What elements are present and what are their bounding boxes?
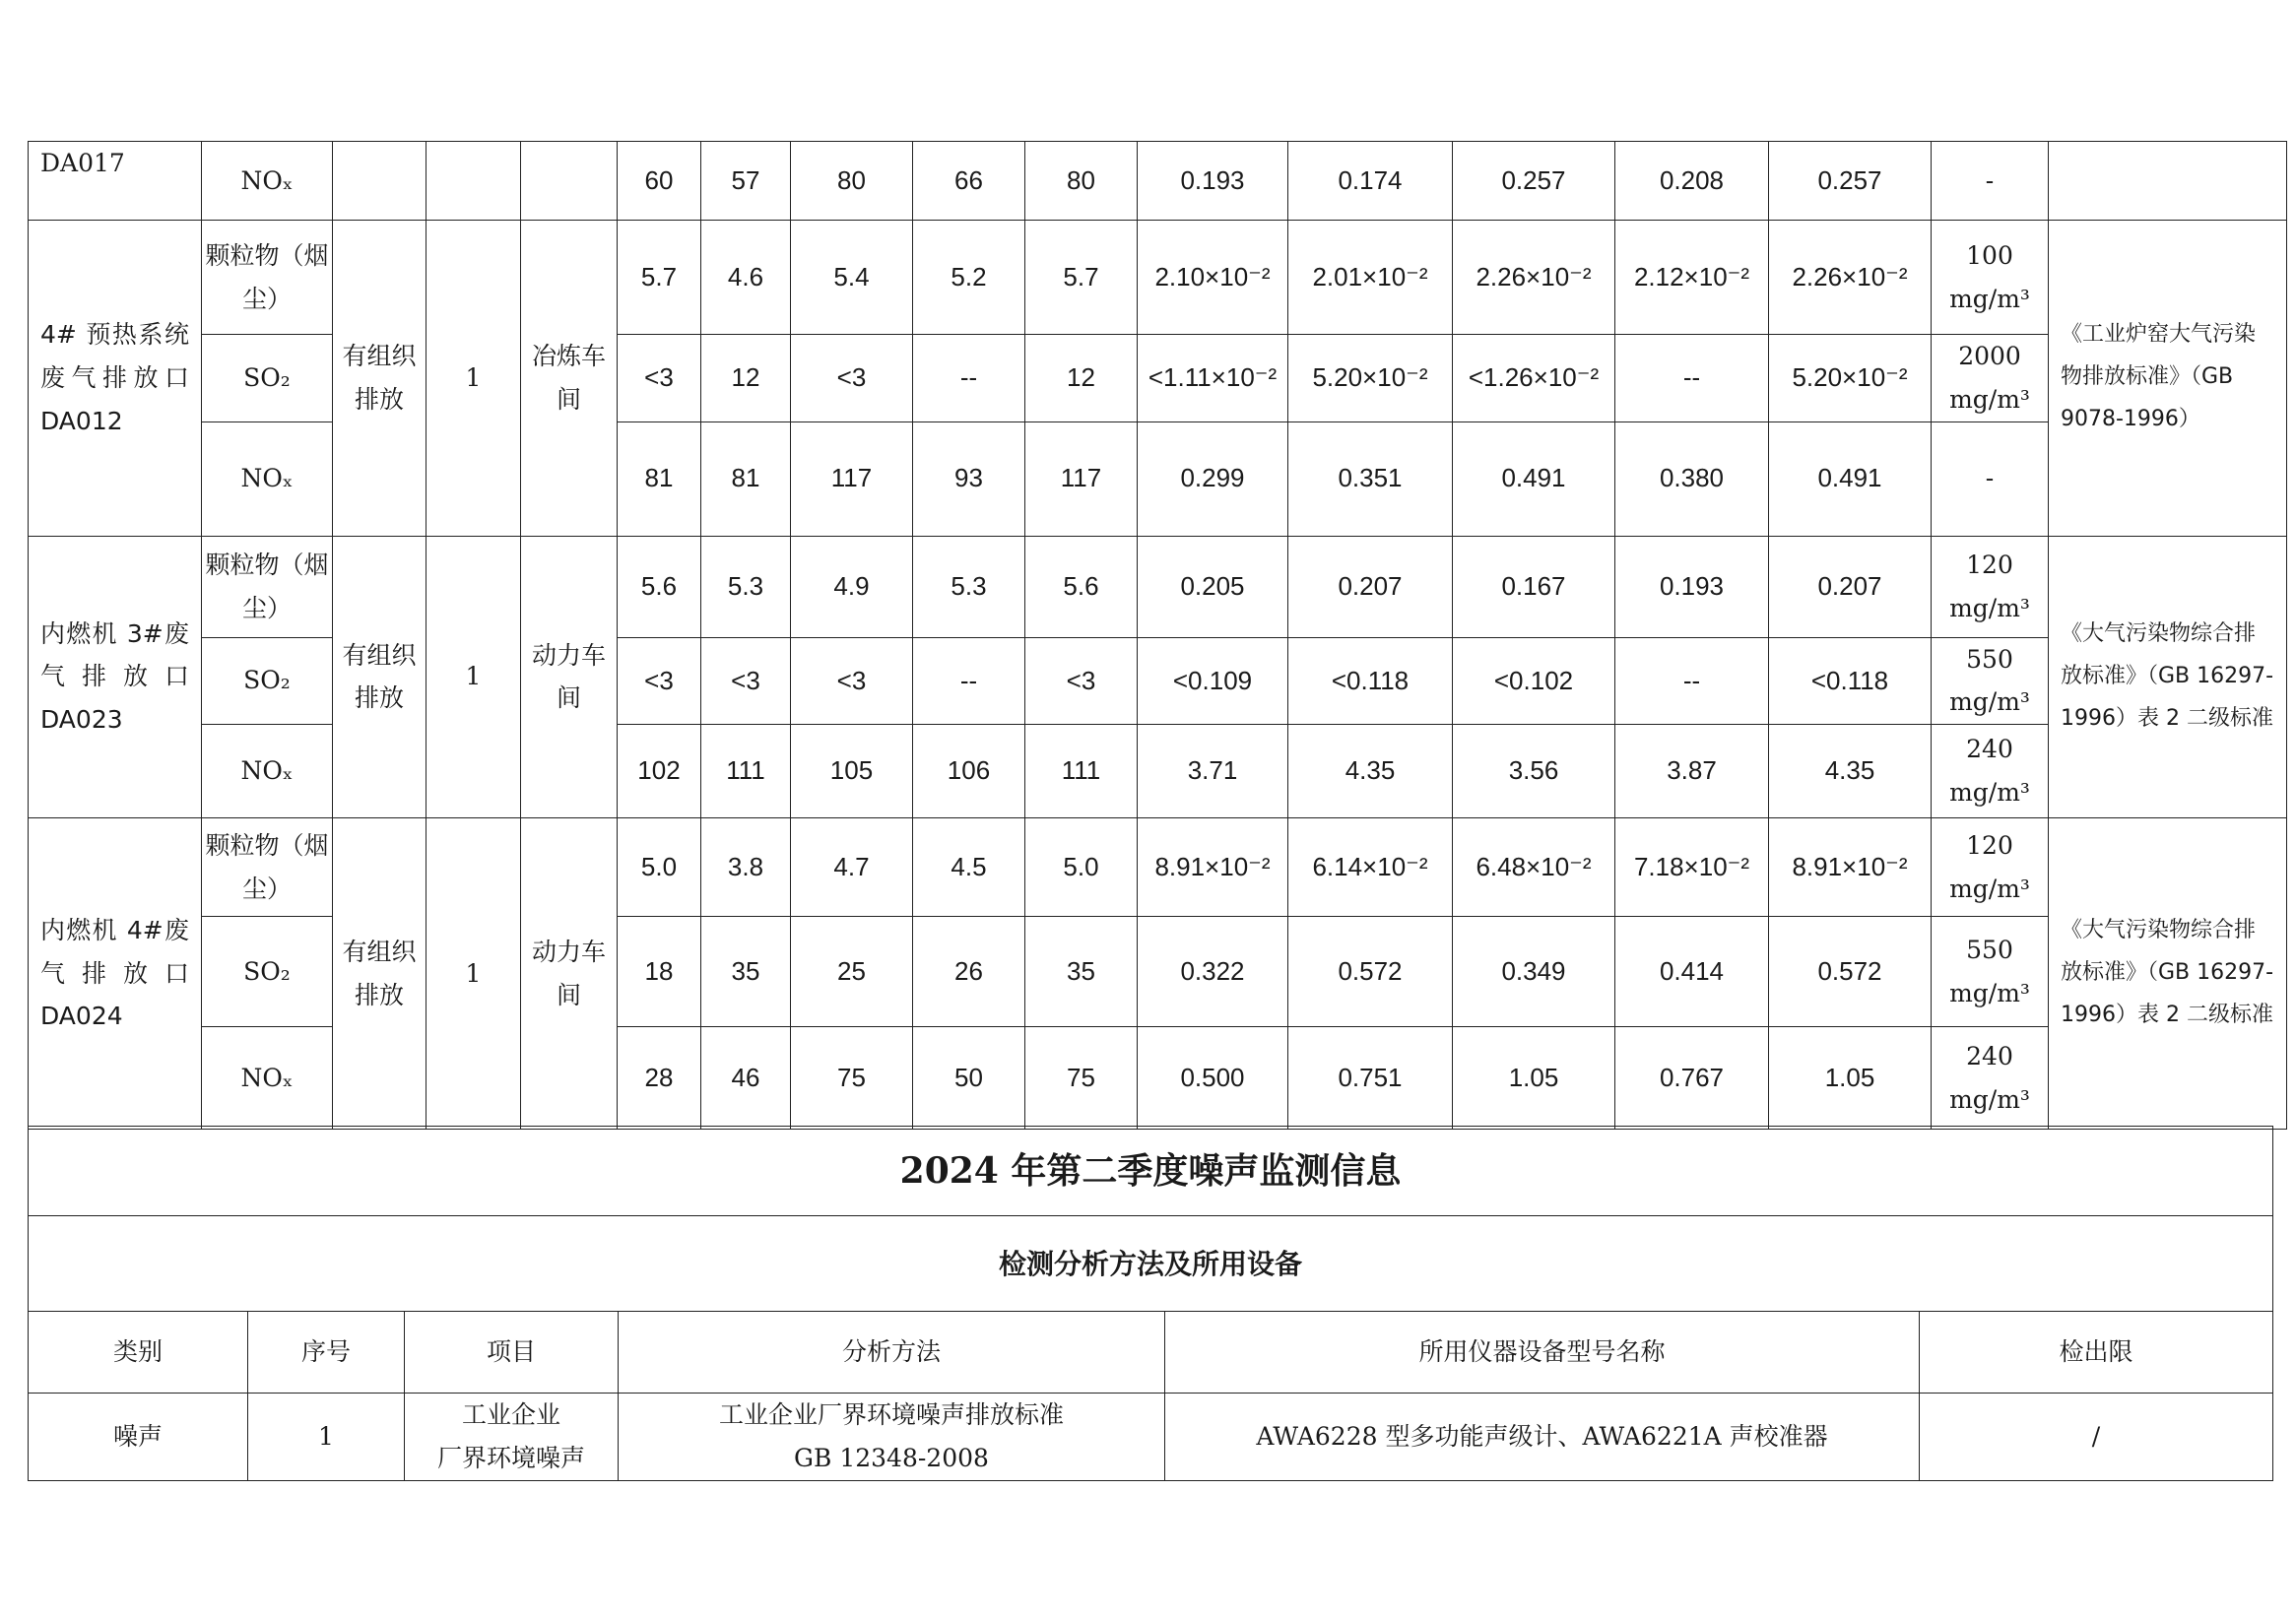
concentration-value: 4.9	[791, 536, 913, 637]
concentration-value: 5.3	[701, 536, 791, 637]
concentration-value: 5.4	[791, 221, 913, 335]
rate-value: 0.491	[1453, 421, 1615, 536]
concentration-value: 105	[791, 725, 913, 818]
noise-equipment: AWA6228 型多功能声级计、AWA6221A 声校准器	[1165, 1394, 1920, 1481]
concentration-value: 80	[791, 142, 913, 221]
concentration-value: 75	[1025, 1027, 1138, 1130]
rate-value: 2.10×10⁻²	[1138, 221, 1288, 335]
rate-value: 3.56	[1453, 725, 1615, 818]
rate-value: 4.35	[1288, 725, 1453, 818]
outlet-count: 1	[426, 818, 521, 1130]
concentration-value: --	[913, 335, 1025, 422]
rate-value: 1.05	[1769, 1027, 1932, 1130]
header-equipment: 所用仪器设备型号名称	[1165, 1312, 1920, 1394]
concentration-value: 5.7	[1025, 221, 1138, 335]
emission-type: 有组织排放	[333, 536, 426, 818]
emission-limit: 100 mg/m³	[1932, 221, 2049, 335]
concentration-value: 5.6	[1025, 536, 1138, 637]
outlet-name: DA017	[29, 142, 202, 221]
concentration-value: 25	[791, 917, 913, 1027]
noise-category: 噪声	[29, 1394, 248, 1481]
rate-value: <0.109	[1138, 637, 1288, 725]
applicable-standard: 《工业炉窑大气污染物排放标准》（GB 9078-1996）	[2049, 221, 2287, 537]
emission-limit: 550 mg/m³	[1932, 917, 2049, 1027]
emission-limit: 120 mg/m³	[1932, 536, 2049, 637]
pollutant-name: 颗粒物（烟尘）	[202, 818, 333, 917]
concentration-value: 93	[913, 421, 1025, 536]
pollutant-name: 颗粒物（烟尘）	[202, 221, 333, 335]
pollutant-name: NOₓ	[202, 1027, 333, 1130]
applicable-standard: 《大气污染物综合排放标准》（GB 16297-1996）表 2 二级标准	[2049, 536, 2287, 818]
concentration-value: 5.3	[913, 536, 1025, 637]
concentration-value: 117	[1025, 421, 1138, 536]
rate-value: 0.572	[1769, 917, 1932, 1027]
rate-value: 0.205	[1138, 536, 1288, 637]
rate-value: 0.349	[1453, 917, 1615, 1027]
rate-value: 0.500	[1138, 1027, 1288, 1130]
concentration-value: 12	[1025, 335, 1138, 422]
concentration-value: 66	[913, 142, 1025, 221]
rate-value: 0.257	[1769, 142, 1932, 221]
rate-value: 1.05	[1453, 1027, 1615, 1130]
concentration-value: 102	[618, 725, 701, 818]
header-method: 分析方法	[619, 1312, 1165, 1394]
concentration-value: 80	[1025, 142, 1138, 221]
concentration-value: 111	[1025, 725, 1138, 818]
concentration-value: <3	[618, 335, 701, 422]
pollutant-name: NOₓ	[202, 725, 333, 818]
concentration-value: 60	[618, 142, 701, 221]
rate-value: 8.91×10⁻²	[1138, 818, 1288, 917]
noise-method-line2: GB 12348-2008	[794, 1443, 989, 1472]
rate-value: 6.14×10⁻²	[1288, 818, 1453, 917]
concentration-value: 35	[701, 917, 791, 1027]
rate-value: 2.01×10⁻²	[1288, 221, 1453, 335]
noise-detection-limit: /	[1920, 1394, 2273, 1481]
header-category: 类别	[29, 1312, 248, 1394]
rate-value: 3.87	[1615, 725, 1769, 818]
rate-value: 0.380	[1615, 421, 1769, 536]
rate-value: <1.26×10⁻²	[1453, 335, 1615, 422]
concentration-value: 26	[913, 917, 1025, 1027]
concentration-value: 75	[791, 1027, 913, 1130]
pollutant-name: SO₂	[202, 335, 333, 422]
concentration-value: 18	[618, 917, 701, 1027]
rate-value: 0.414	[1615, 917, 1769, 1027]
emission-row	[29, 536, 2287, 637]
emission-table-body	[29, 142, 2287, 1130]
outlet-count: 1	[426, 221, 521, 537]
rate-value: <0.118	[1769, 637, 1932, 725]
rate-value: <1.11×10⁻²	[1138, 335, 1288, 422]
rate-value: 7.18×10⁻²	[1615, 818, 1769, 917]
concentration-value: 4.5	[913, 818, 1025, 917]
rate-value: 2.26×10⁻²	[1769, 221, 1932, 335]
concentration-value: 5.7	[618, 221, 701, 335]
noise-data-row	[29, 1394, 2273, 1481]
concentration-value: <3	[1025, 637, 1138, 725]
emission-row	[29, 818, 2287, 917]
concentration-value: 28	[618, 1027, 701, 1130]
rate-value: 0.299	[1138, 421, 1288, 536]
concentration-value: 117	[791, 421, 913, 536]
emission-monitoring-table	[28, 141, 2287, 1130]
concentration-value: 5.0	[618, 818, 701, 917]
rate-value: 0.207	[1769, 536, 1932, 637]
concentration-value: <3	[618, 637, 701, 725]
concentration-value: 106	[913, 725, 1025, 818]
noise-number: 1	[248, 1394, 405, 1481]
rate-value: 0.174	[1288, 142, 1453, 221]
emission-limit: 240 mg/m³	[1932, 725, 2049, 818]
pollutant-name: SO₂	[202, 917, 333, 1027]
emission-row	[29, 142, 2287, 221]
rate-value: 2.12×10⁻²	[1615, 221, 1769, 335]
emission-limit: -	[1932, 142, 2049, 221]
noise-item	[405, 1394, 619, 1481]
outlet-name: 内燃机 3#废气排放口 DA023	[29, 536, 202, 818]
rate-value: 3.71	[1138, 725, 1288, 818]
header-detection-limit: 检出限	[1920, 1312, 2273, 1394]
header-number: 序号	[248, 1312, 405, 1394]
rate-value: <0.118	[1288, 637, 1453, 725]
rate-value: 0.572	[1288, 917, 1453, 1027]
header-item: 项目	[405, 1312, 619, 1394]
concentration-value: 35	[1025, 917, 1138, 1027]
rate-value: 0.167	[1453, 536, 1615, 637]
emission-limit: 550 mg/m³	[1932, 637, 2049, 725]
workshop	[521, 142, 618, 221]
emission-limit: 120 mg/m³	[1932, 818, 2049, 917]
noise-monitoring-table	[28, 1126, 2273, 1481]
concentration-value: 50	[913, 1027, 1025, 1130]
rate-value: 6.48×10⁻²	[1453, 818, 1615, 917]
concentration-value: <3	[791, 637, 913, 725]
rate-value: 0.351	[1288, 421, 1453, 536]
concentration-value: <3	[791, 335, 913, 422]
workshop: 动力车间	[521, 818, 618, 1130]
workshop: 冶炼车间	[521, 221, 618, 537]
emission-row	[29, 221, 2287, 335]
applicable-standard: 《大气污染物综合排放标准》（GB 16297-1996）表 2 二级标准	[2049, 818, 2287, 1130]
concentration-value: 3.8	[701, 818, 791, 917]
workshop: 动力车间	[521, 536, 618, 818]
rate-value: 0.208	[1615, 142, 1769, 221]
rate-value: 0.767	[1615, 1027, 1769, 1130]
emission-limit: 240 mg/m³	[1932, 1027, 2049, 1130]
concentration-value: 5.6	[618, 536, 701, 637]
concentration-value: 4.6	[701, 221, 791, 335]
concentration-value: --	[913, 637, 1025, 725]
concentration-value: 12	[701, 335, 791, 422]
concentration-value: <3	[701, 637, 791, 725]
rate-value: 0.751	[1288, 1027, 1453, 1130]
emission-type	[333, 142, 426, 221]
rate-value: --	[1615, 335, 1769, 422]
rate-value: 5.20×10⁻²	[1288, 335, 1453, 422]
concentration-value: 57	[701, 142, 791, 221]
concentration-value: 5.0	[1025, 818, 1138, 917]
concentration-value: 81	[701, 421, 791, 536]
outlet-name: 内燃机 4#废气排放口 DA024	[29, 818, 202, 1130]
rate-value: 0.193	[1615, 536, 1769, 637]
noise-item-line2: 厂界环境噪声	[436, 1443, 585, 1472]
rate-value: 0.193	[1138, 142, 1288, 221]
applicable-standard	[2049, 142, 2287, 221]
outlet-name: 4# 预热系统废气排放口 DA012	[29, 221, 202, 537]
rate-value: 5.20×10⁻²	[1769, 335, 1932, 422]
pollutant-name: 颗粒物（烟尘）	[202, 536, 333, 637]
emission-limit: -	[1932, 421, 2049, 536]
rate-value: 0.491	[1769, 421, 1932, 536]
emission-type: 有组织排放	[333, 818, 426, 1130]
rate-value: 0.257	[1453, 142, 1615, 221]
emission-type: 有组织排放	[333, 221, 426, 537]
concentration-value: 5.2	[913, 221, 1025, 335]
rate-value: <0.102	[1453, 637, 1615, 725]
rate-value: 0.322	[1138, 917, 1288, 1027]
concentration-value: 4.7	[791, 818, 913, 917]
noise-section-title: 2024 年第二季度噪声监测信息	[29, 1127, 2273, 1216]
rate-value: 2.26×10⁻²	[1453, 221, 1615, 335]
concentration-value: 81	[618, 421, 701, 536]
pollutant-name: SO₂	[202, 637, 333, 725]
noise-item-line1: 工业企业	[461, 1400, 560, 1429]
noise-method	[619, 1394, 1165, 1481]
concentration-value: 111	[701, 725, 791, 818]
pollutant-name: NOₓ	[202, 421, 333, 536]
methods-subtitle: 检测分析方法及所用设备	[29, 1216, 2273, 1312]
concentration-value: 46	[701, 1027, 791, 1130]
rate-value: 0.207	[1288, 536, 1453, 637]
rate-value: 8.91×10⁻²	[1769, 818, 1932, 917]
outlet-count	[426, 142, 521, 221]
emission-limit: 2000 mg/m³	[1932, 335, 2049, 422]
rate-value: --	[1615, 637, 1769, 725]
noise-method-line1: 工业企业厂界环境噪声排放标准	[718, 1400, 1064, 1429]
outlet-count: 1	[426, 536, 521, 818]
rate-value: 4.35	[1769, 725, 1932, 818]
pollutant-name: NOₓ	[202, 142, 333, 221]
